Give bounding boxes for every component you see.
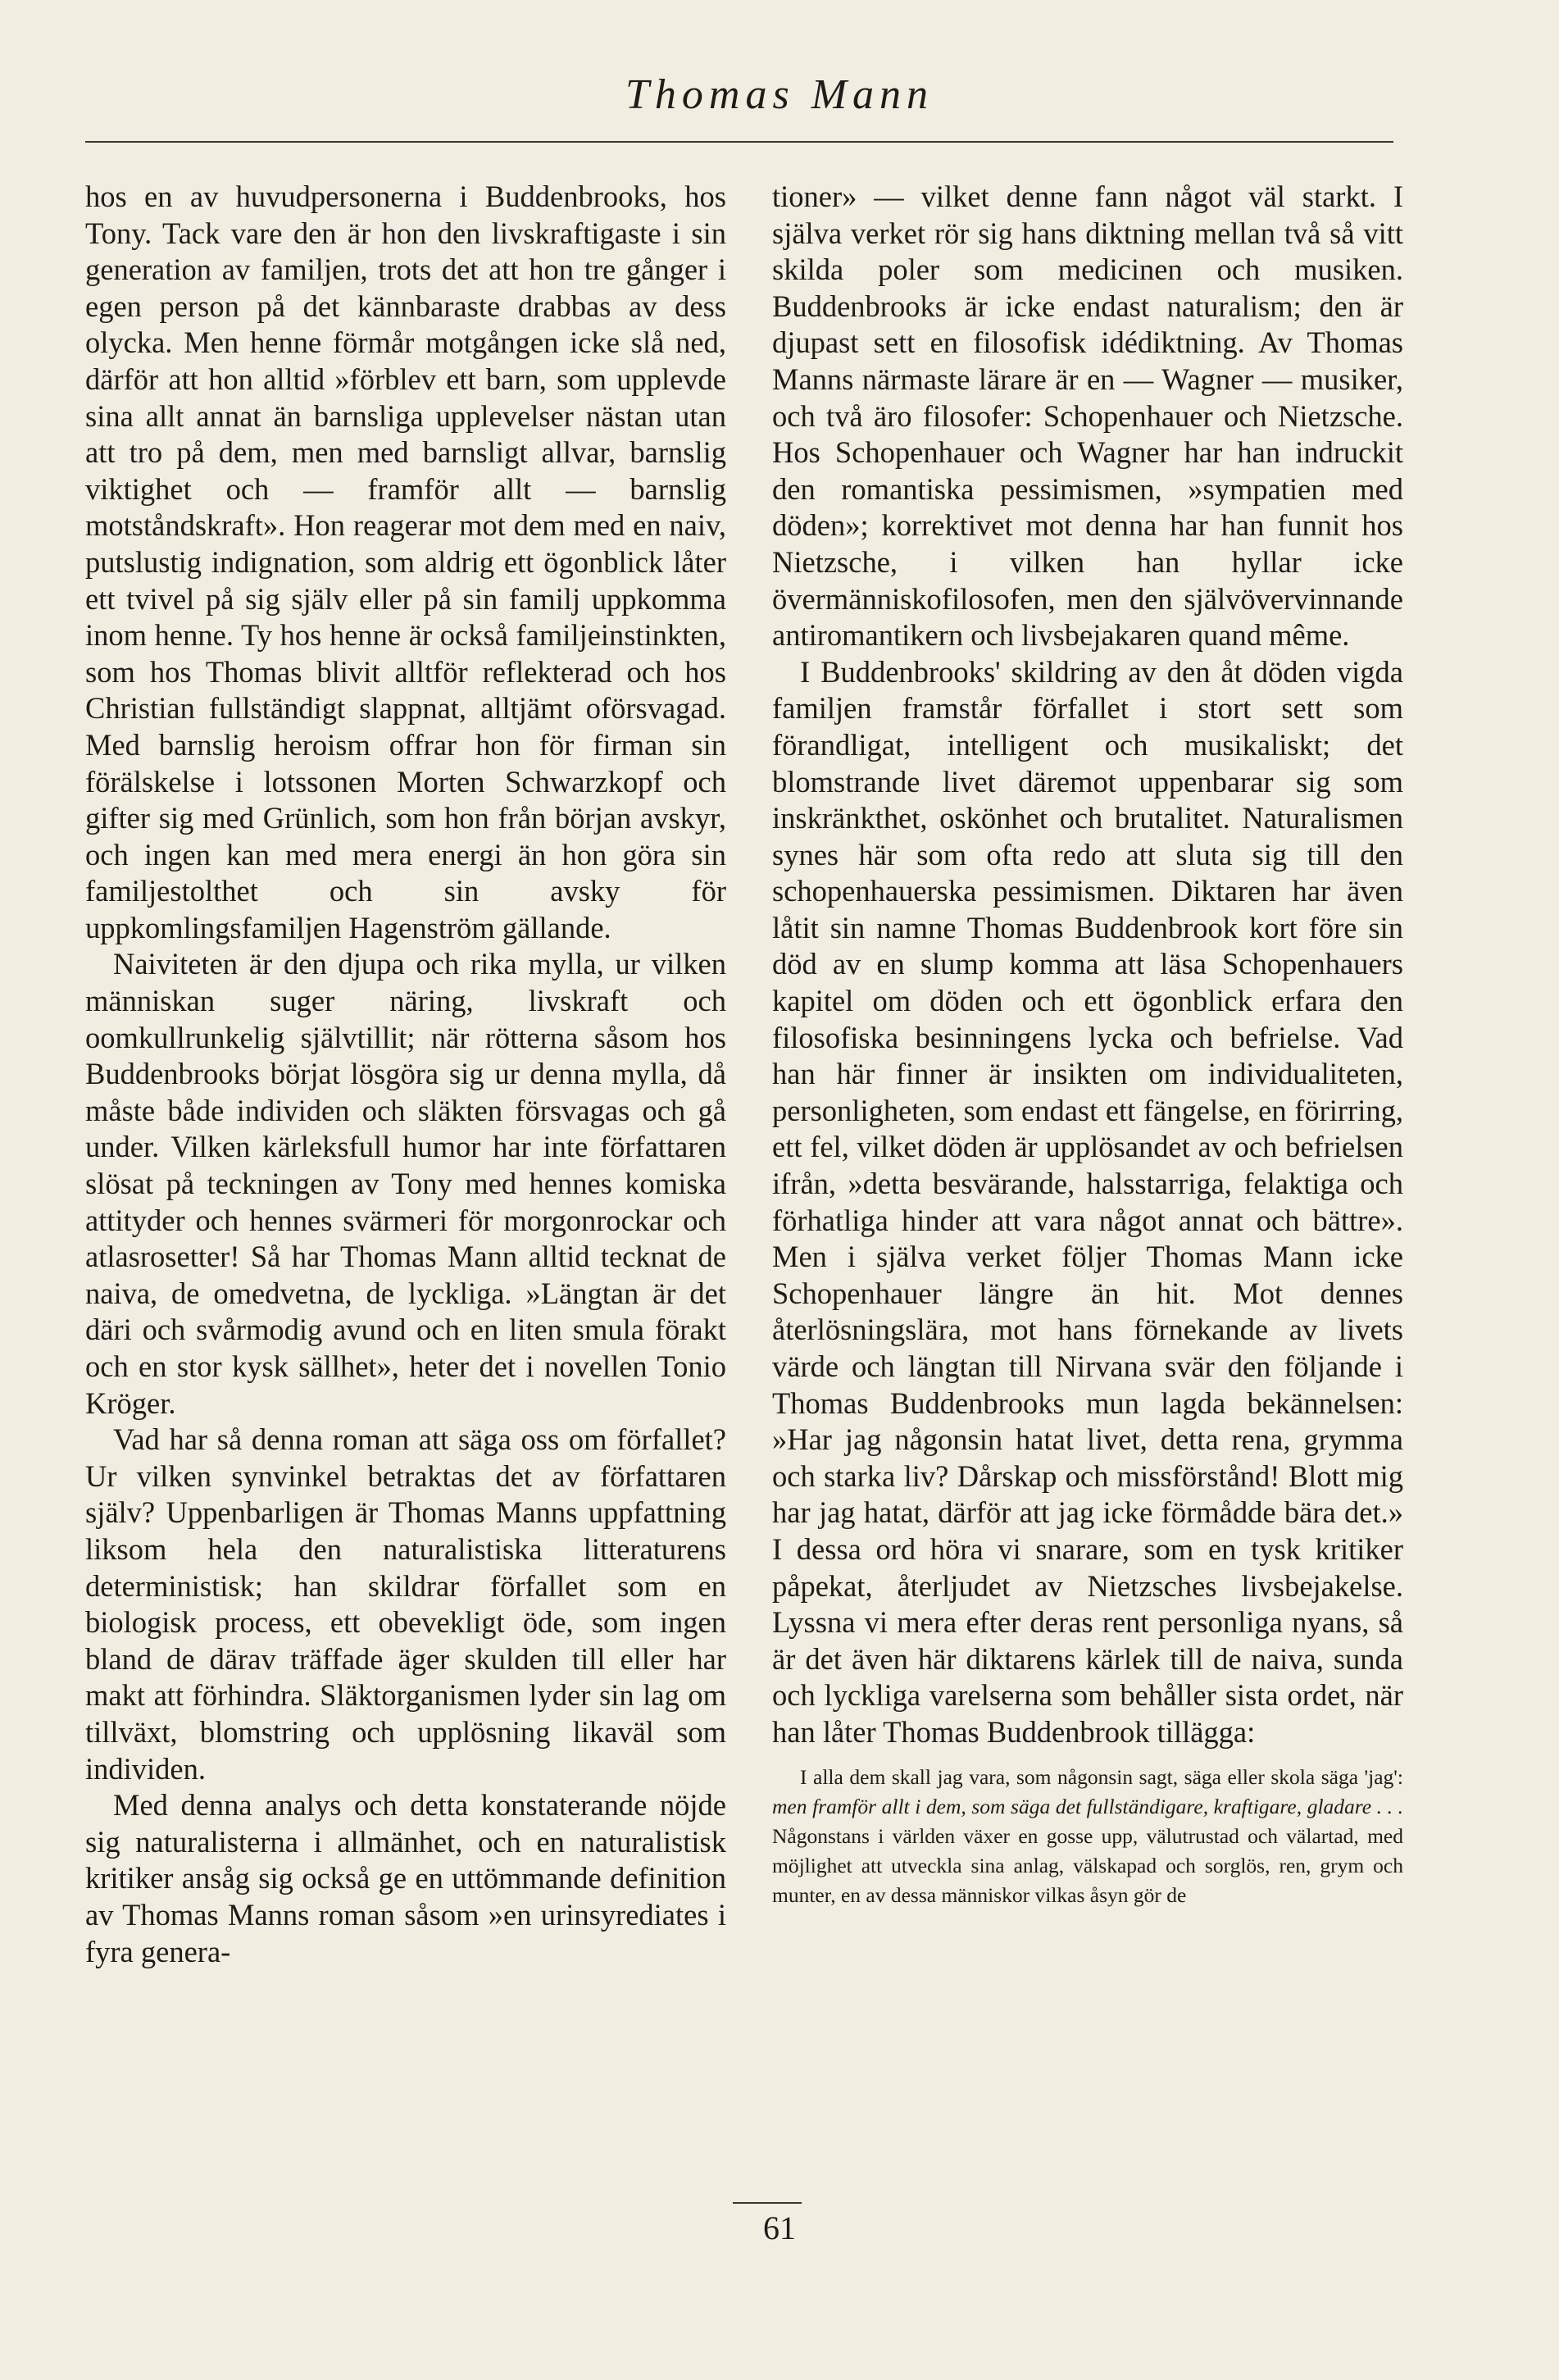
block-quote xyxy=(772,1763,1403,1910)
quote-italic: men framför allt i dem, som säga det fullständigare, kraftigare, gladare . . . xyxy=(772,1794,1403,1818)
paragraph: hos en av huvudpersonerna i Buddenbrooks, hos Tony. Tack vare den är hon den livskraftigaste i sin generation av familjen, trots det att hon tre gånger i egen person på det kännbaraste drabbas av dess olycka. Men henne förmår motgången icke slå ned, därför att hon alltid »förblev ett barn, som upplevde sina allt annat än barnsliga upplevelser nästan utan att tro på dem, men med barnsligt allvar, barnslig viktighet och — framför allt — barnslig motståndskraft». Hon reagerar mot dem med en naiv, putslustig indignation, som aldrig ett ögonblick låter ett tvivel på sig själv eller på sin familj uppkomma inom henne. Ty hos henne är också familjeinstinkten, som hos Thomas blivit alltför reflekterad och hos Christian fullständigt slappnat, alltjämt oförsvagad. Med barnslig heroism offrar hon för firman sin förälskelse i lotssonen Morten Schwarzkopf och gifter sig med Grünlich, som hon från början avskyr, och ingen kan med mera energi än hon göra sin familjestolthet och sin avsky för uppkomlingsfamiljen Hagenström gällande. xyxy=(85,180,726,944)
paragraph: Vad har så denna roman att säga oss om förfallet? Ur vilken synvinkel betraktas det av författaren själv? Uppenbarligen är Thomas Manns uppfattning liksom hela den naturalistiska litteraturens deterministisk; han skildrar förfallet som en biologisk process, ett obevekligt öde, som ingen bland de därav träffade äger skulden till eller har makt att förhindra. Släktorganismen lyder sin lag om tillväxt, blomstring och upplösning likaväl som individen. xyxy=(85,1422,726,1786)
paragraph: Med denna analys och detta konstaterande nöjde sig naturalisterna i allmänhet, och en naturalistisk kritiker ansåg sig också ge en uttömmande definition av Thomas Manns roman såsom »en urinsyrediates i fyra genera- xyxy=(85,1788,726,1968)
right-column xyxy=(772,179,1403,1910)
quote-text: I alla dem skall jag vara, som någonsin sagt, säga eller skola säga 'jag': xyxy=(800,1764,1403,1789)
paragraph: Naiviteten är den djupa och rika mylla, ur vilken människan suger näring, livskraft och oomkullrunkelig självtillit; när rötterna såsom hos Buddenbrooks börjat lösgöra sig ur denna mylla, då måste både individen och släkten försvagas och gå under. Vilken kärleksfull humor har inte författaren slösat på teckningen av Tony med hennes komiska attityder och hennes svärmeri för morgonrockar och atlasrosetter! Så har Thomas Mann alltid tecknat de naiva, de omedvetna, de lyckliga. »Längtan är det däri och svårmodig avund och en liten smula förakt och en stor kysk sällhet», heter det i novellen Tonio Kröger. xyxy=(85,947,726,1420)
paragraph: tioner» — vilket denne fann något väl starkt. I själva verket rör sig hans diktning mellan två så vitt skilda poler som medicinen och musiken. Buddenbrooks är icke endast naturalism; den är djupast sett en filosofisk idédiktning. Av Thomas Manns närmaste lärare är en — Wagner — musiker, och två äro filosofer: Schopenhauer och Nietzsche. Hos Schopenhauer och Wagner har han indruckit den romantiska pessimismen, »sympatien med döden»; korrektivet mot denna har han funnit hos Nietzsche, i vilken han hyllar icke övermänniskofilosofen, men den självövervinnande antiromantikern och livsbejakaren quand même. xyxy=(772,180,1403,653)
footer-rule xyxy=(733,2202,802,2204)
quote-text: Någonstans i världen växer en gosse upp, välutrustad och välartad, med möjlighet att utveckla sina anlag, välskapad och sorglös, ren, grym och munter, en av dessa människor vilkas åsyn gör de xyxy=(772,1823,1403,1907)
header-rule xyxy=(85,141,1393,143)
left-column xyxy=(85,179,726,1970)
page-number: 61 xyxy=(763,2209,796,2246)
running-title: Thomas Mann xyxy=(625,71,934,118)
paragraph: I Buddenbrooks' skildring av den åt döden vigda familjen framstår förfallet i stort sett som förandligat, intelligent och musikaliskt; det blomstrande livet däremot uppenbarar sig som inskränkthet, oskönhet och brutalitet. Naturalismen synes här som ofta redo att sluta sig till den schopenhauerska pessimismen. Diktaren har även låtit sin namne Thomas Buddenbrook kort före sin död av en slump komma att läsa Schopenhauers kapitel om döden och ett ögonblick erfara den filosofiska besinningens lycka och befrielse. Vad han här finner är insikten om individualiteten, personligheten, som endast ett fängelse, en förirring, ett fel, vilket döden är upplösandet av och befrielsen ifrån, »detta besvärande, halsstarriga, felaktiga och förhatliga hinder att vara något annat och bättre». Men i själva verket följer Thomas Mann icke Schopenhauer längre än hit. Mot dennes återlösningslära, mot hans förnekande av livets värde och längtan till Nirvana svär den följande i Thomas Buddenbrooks mun lagda bekännelsen: »Har jag någonsin hatat livet, detta rena, grymma och starka liv? Dårskap och missförstånd! Blott mig har jag hatat, därför att jag icke förmådde bära det.» I dessa ord höra vi snarare, som en tysk kritiker påpekat, återljudet av Nietzsches livsbejakelse. Lyssna vi mera efter deras rent personliga nyans, så är det även här diktarens kärlek till de naiva, sunda och lyckliga varelserna som behåller sista ordet, när han låter Thomas Buddenbrook tillägga: xyxy=(772,654,1403,1749)
